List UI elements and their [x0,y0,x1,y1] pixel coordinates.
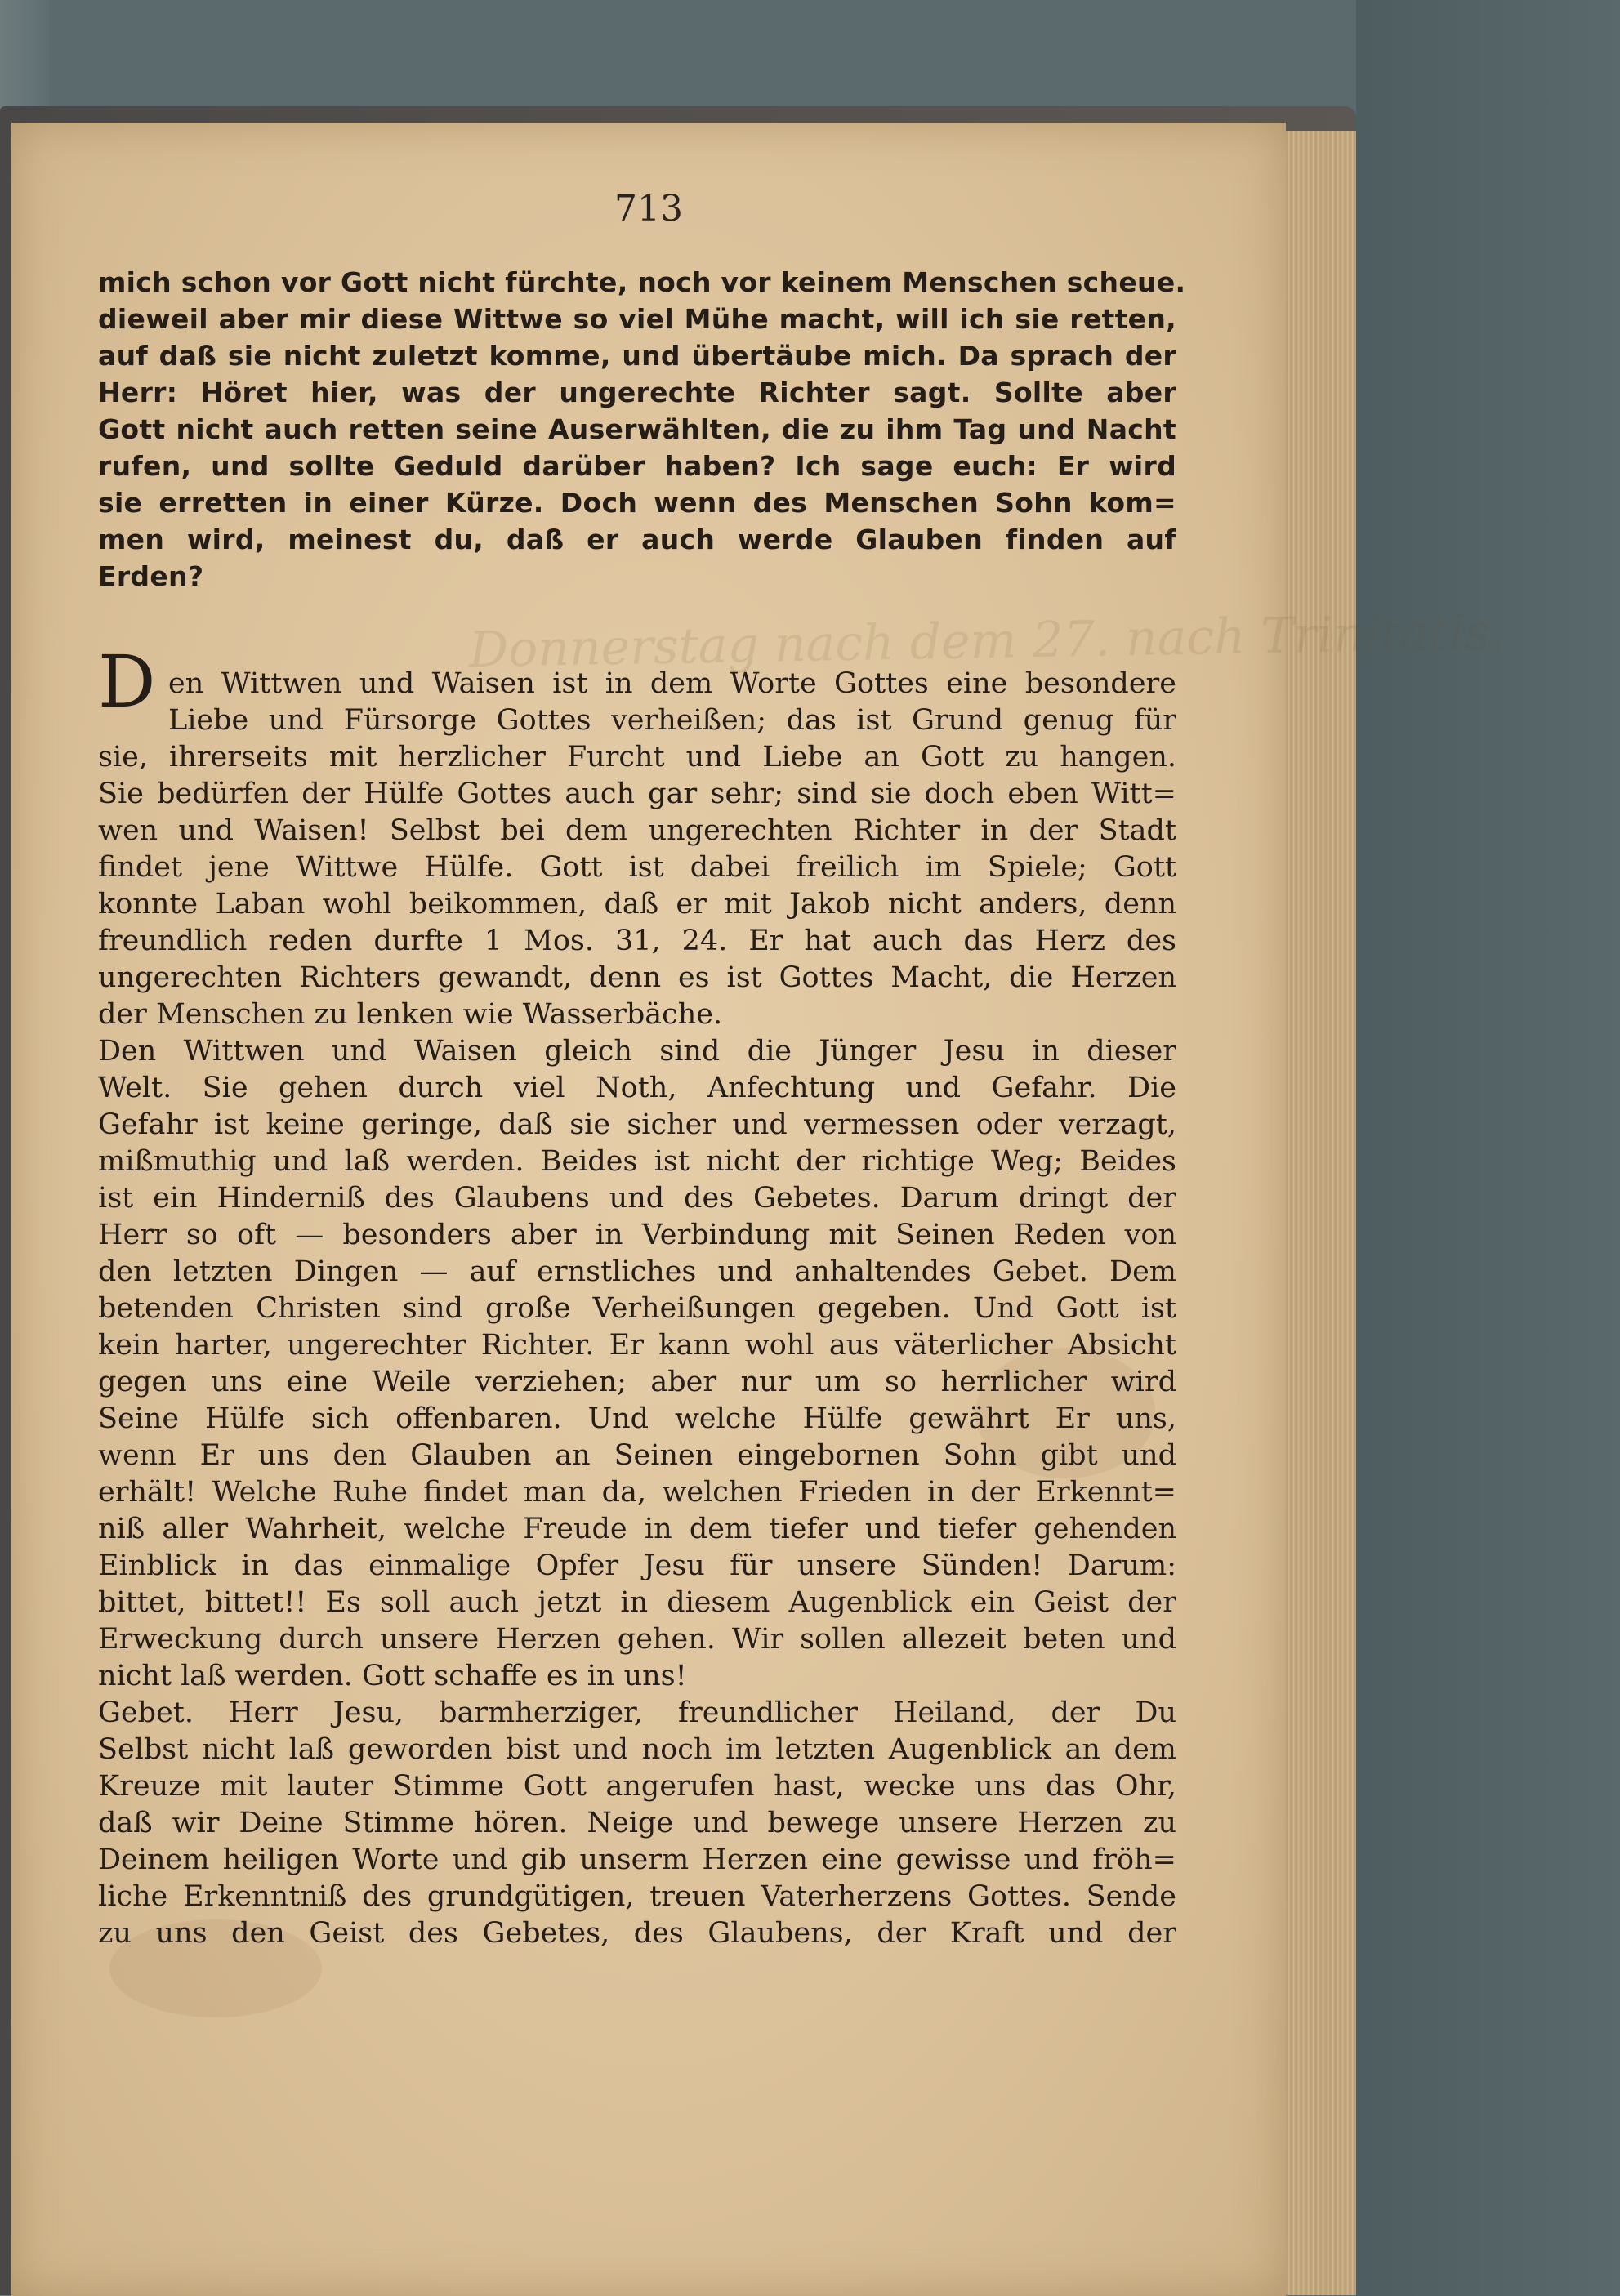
text-line: findet jene Wittwe Hülfe. Gott ist dabei freilich im Spiele; Gott [98,851,1176,884]
text-line: Selbst nicht laß geworden bist und noch im letzten Augenblick an dem [98,1733,1176,1766]
text-line: men wird, meinest du, daß er auch werde Glauben finden auf [98,524,1176,555]
text-line: gegen uns eine Weile verziehen; aber nur um so herrlicher wird [98,1366,1176,1398]
text-line: Erweckung durch unsere Herzen gehen. Wir sollen allezeit beten und [98,1623,1176,1656]
text-line: Den Wittwen und Waisen gleich sind die Jünger Jesu in dieser [98,1035,1176,1068]
text-line: daß wir Deine Stimme hören. Neige und bewege unsere Herzen zu [98,1807,1176,1839]
text-line: mich schon vor Gott nicht fürchte, noch vor keinem Menschen scheue. [98,266,1186,298]
text-line: rufen, und sollte Geduld darüber haben? Ich sage euch: Er wird [98,450,1176,482]
book-page [11,123,1506,2296]
text-line: bittet, bittet!! Es soll auch jetzt in diesem Augenblick ein Geist der [98,1586,1176,1619]
text-line: ungerechten Richters gewandt, denn es ist Gottes Macht, die Herzen [98,961,1176,994]
text-line: erhält! Welche Ruhe findet man da, welchen Frieden in der Erkennt= [98,1476,1176,1509]
text-line: en Wittwen und Waisen ist in dem Worte Gottes eine besondere [168,667,1176,700]
text-line: dieweil aber mir diese Wittwe so viel Mühe macht, will ich sie retten, [98,303,1176,335]
text-line: wen und Waisen! Selbst bei dem ungerechten Richter in der Stadt [98,814,1176,847]
text-line: Herr: Höret hier, was der ungerechte Richter sagt. Sollte aber [98,377,1176,408]
text-line: ist ein Hinderniß des Glaubens und des Gebetes. Darum dringt der [98,1182,1176,1215]
text-line: der Menschen zu lenken wie Wasserbäche. [98,998,723,1031]
background-right [1356,0,1620,2296]
text-line: Liebe und Fürsorge Gottes verheißen; das ist Grund genug für [168,704,1176,737]
text-line: wenn Er uns den Glauben an Seinen eingebornen Sohn gibt und [98,1439,1176,1472]
text-line: sie erretten in einer Kürze. Doch wenn des Menschen Sohn kom= [98,487,1176,519]
text-line: kein harter, ungerechter Richter. Er kann wohl aus väterlicher Absicht [98,1329,1176,1362]
text-line: Herr so oft — besonders aber in Verbindung mit Seinen Reden von [98,1219,1176,1251]
text-line: Einblick in das einmalige Opfer Jesu für unsere Sünden! Darum: [98,1549,1176,1582]
text-line: freundlich reden durfte 1 Mos. 31, 24. Er hat auch das Herz des [98,925,1176,957]
text-line: sie, ihrerseits mit herzlicher Furcht und Liebe an Gott zu hangen. [98,741,1176,774]
bleed-through-heading: Donnerstag nach dem 27. nach Trinitatis. [468,603,1506,680]
drop-cap: D [98,640,156,724]
text-line: Gefahr ist keine geringe, daß sie sicher und vermessen oder verzagt, [98,1108,1176,1141]
page-number: 713 [614,188,683,230]
text-line: mißmuthig und laß werden. Beides ist nicht der richtige Weg; Beides [98,1145,1176,1178]
text-line: nicht laß werden. Gott schaffe es in uns! [98,1660,687,1692]
text-line: zu uns den Geist des Gebetes, des Glaubens, der Kraft und der [98,1917,1176,1950]
text-line: konnte Laban wohl beikommen, daß er mit Jakob nicht anders, denn [98,888,1176,921]
text-line: Seine Hülfe sich offenbaren. Und welche Hülfe gewährt Er uns, [98,1402,1176,1435]
text-line: den letzten Dingen — auf ernstliches und anhaltendes Gebet. Dem [98,1255,1176,1288]
text-line: Deinem heiligen Worte und gib unserm Herzen eine gewisse und fröh= [98,1843,1176,1876]
text-line: auf daß sie nicht zuletzt komme, und übertäube mich. Da sprach der [98,340,1176,372]
text-line: liche Erkenntniß des grundgütigen, treuen Vaterherzens Gottes. Sende [98,1880,1176,1913]
text-line: niß aller Wahrheit, welche Freude in dem tiefer und tiefer gehenden [98,1513,1176,1545]
text-line: Kreuze mit lauter Stimme Gott angerufen hast, wecke uns das Ohr, [98,1770,1176,1803]
text-line: Welt. Sie gehen durch viel Noth, Anfechtung und Gefahr. Die [98,1072,1176,1104]
text-line: Gott nicht auch retten seine Auserwählten, die zu ihm Tag und Nacht [98,413,1176,445]
text-line: Sie bedürfen der Hülfe Gottes auch gar sehr; sind sie doch eben Witt= [98,778,1176,810]
page-edges [1274,131,1356,2295]
text-line: betenden Christen sind große Verheißungen gegeben. Und Gott ist [98,1292,1176,1325]
text-line: Gebet. Herr Jesu, barmherziger, freundlicher Heiland, der Du [98,1696,1176,1729]
text-line: Erden? [98,560,204,592]
